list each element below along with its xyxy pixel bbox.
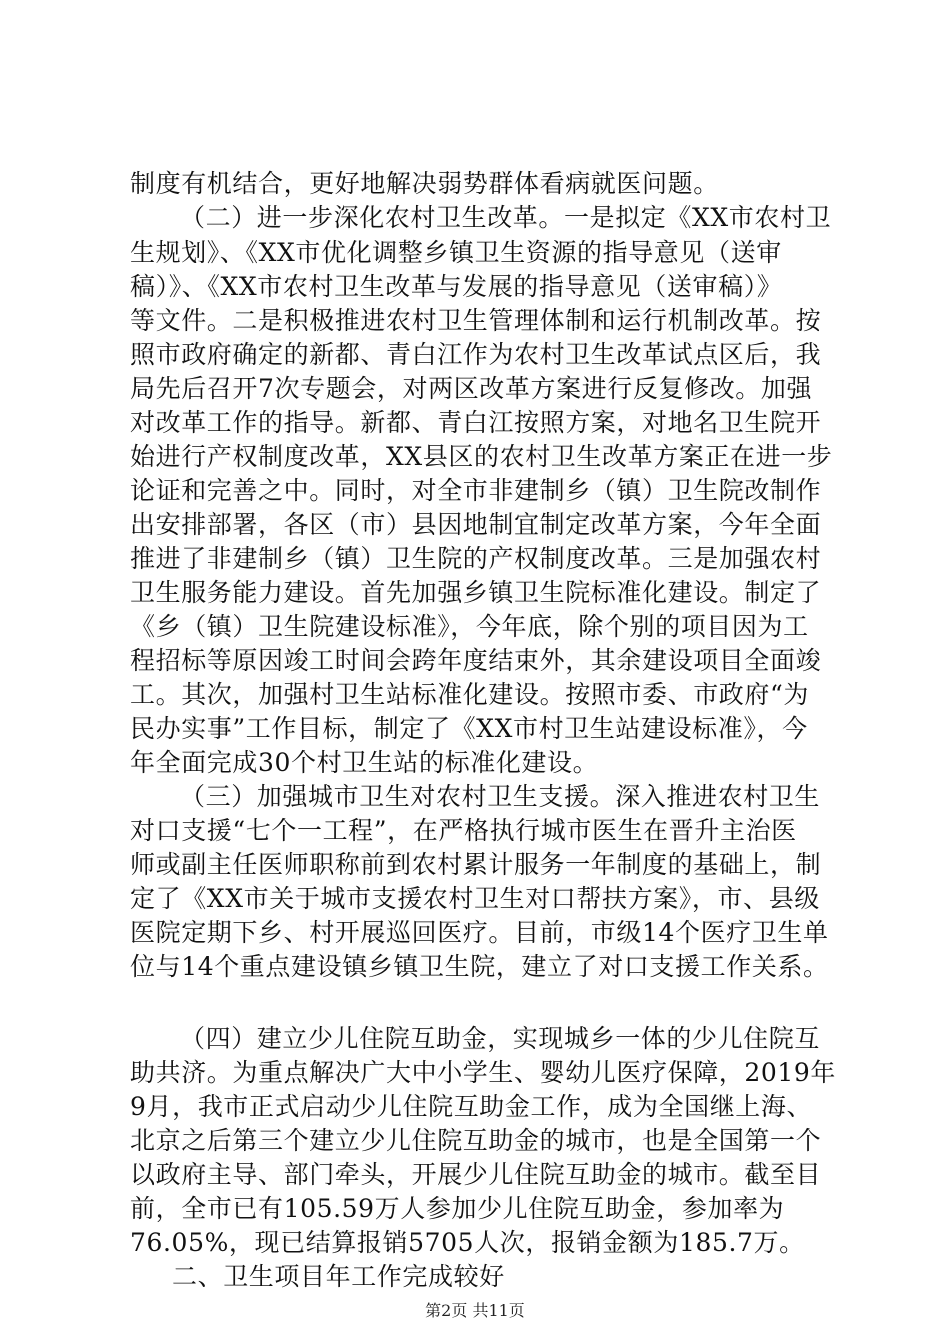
paragraph-line: 以政府主导、部门牵头，开展少儿住院互助金的城市。截至目 <box>130 1160 822 1189</box>
paragraph-line: 制度有机结合，更好地解决弱势群体看病就医问题。 <box>130 169 719 198</box>
paragraph-line: 对改革工作的指导。新都、青白江按照方案，对地名卫生院开 <box>130 408 822 437</box>
page-number-footer: 第2页 共11页 <box>425 1301 525 1320</box>
paragraph-line: 医院定期下乡、村开展巡回医疗。目前，市级14个医疗卫生单 <box>130 918 829 947</box>
paragraph-line: 论证和完善之中。同时，对全市非建制乡（镇）卫生院改制作 <box>130 476 822 505</box>
paragraph-line: 民办实事”工作目标，制定了《XX市村卫生站建设标准》，今 <box>130 714 808 743</box>
paragraph-line: （二）进一步深化农村卫生改革。一是拟定《XX市农村卫 <box>180 203 832 232</box>
paragraph-line: 出安排部署，各区（市）县因地制宜制定改革方案，今年全面 <box>130 510 822 539</box>
paragraph-line: （三）加强城市卫生对农村卫生支援。深入推进农村卫生 <box>180 782 821 811</box>
paragraph-line: 位与14个重点建设镇乡镇卫生院，建立了对口支援工作关系。 <box>130 952 829 981</box>
paragraph-line: 师或副主任医师职称前到农村累计服务一年制度的基础上，制 <box>130 850 822 879</box>
paragraph-line: 工。其次，加强村卫生站标准化建设。按照市委、市政府“为 <box>130 680 809 709</box>
paragraph-line: 前，全市已有105.59万人参加少儿住院互助金，参加率为 <box>130 1194 785 1223</box>
paragraph-line: 始进行产权制度改革，XX县区的农村卫生改革方案正在进一步 <box>130 442 833 471</box>
paragraph-line: 卫生服务能力建设。首先加强乡镇卫生院标准化建设。制定了 <box>130 578 822 607</box>
paragraph-line: 对口支援“七个一工程”，在严格执行城市医生在晋升主治医 <box>130 816 797 845</box>
paragraph-line: 照市政府确定的新都、青白江作为农村卫生改革试点区后，我 <box>130 340 822 369</box>
paragraph-line: 北京之后第三个建立少儿住院互助金的城市，也是全国第一个 <box>130 1126 822 1155</box>
paragraph-line: 稿）》、《XX市农村卫生改革与发展的指导意见（送审稿）》 <box>130 272 783 301</box>
section-heading: 二、卫生项目年工作完成较好 <box>172 1262 505 1291</box>
paragraph-line: 定了《XX市关于城市支援农村卫生对口帮扶方案》，市、县级 <box>130 884 820 913</box>
paragraph-line: 9月，我市正式启动少儿住院互助金工作，成为全国继上海、 <box>130 1092 813 1121</box>
paragraph-line: 推进了非建制乡（镇）卫生院的产权制度改革。三是加强农村 <box>130 544 822 573</box>
paragraph-line: 局先后召开7次专题会，对两区改革方案进行反复修改。加强 <box>130 374 813 403</box>
paragraph-line: 生规划》、《XX市优化调整乡镇卫生资源的指导意见（送审 <box>130 238 782 267</box>
paragraph-line: 76.05%，现已结算报销5705人次，报销金额为185.7万。 <box>130 1228 805 1257</box>
paragraph-line: （四）建立少儿住院互助金，实现城乡一体的少儿住院互 <box>180 1024 821 1053</box>
paragraph-line: 年全面完成30个村卫生站的标准化建设。 <box>130 748 599 777</box>
paragraph-line: 等文件。二是积极推进农村卫生管理体制和运行机制改革。按 <box>130 306 822 335</box>
paragraph-line: 《乡（镇）卫生院建设标准》，今年底，除个别的项目因为工 <box>130 612 809 641</box>
paragraph-line: 助共济。为重点解决广大中小学生、婴幼儿医疗保障，2019年 <box>130 1058 837 1087</box>
paragraph-line: 程招标等原因竣工时间会跨年度结束外，其余建设项目全面竣 <box>130 646 822 675</box>
